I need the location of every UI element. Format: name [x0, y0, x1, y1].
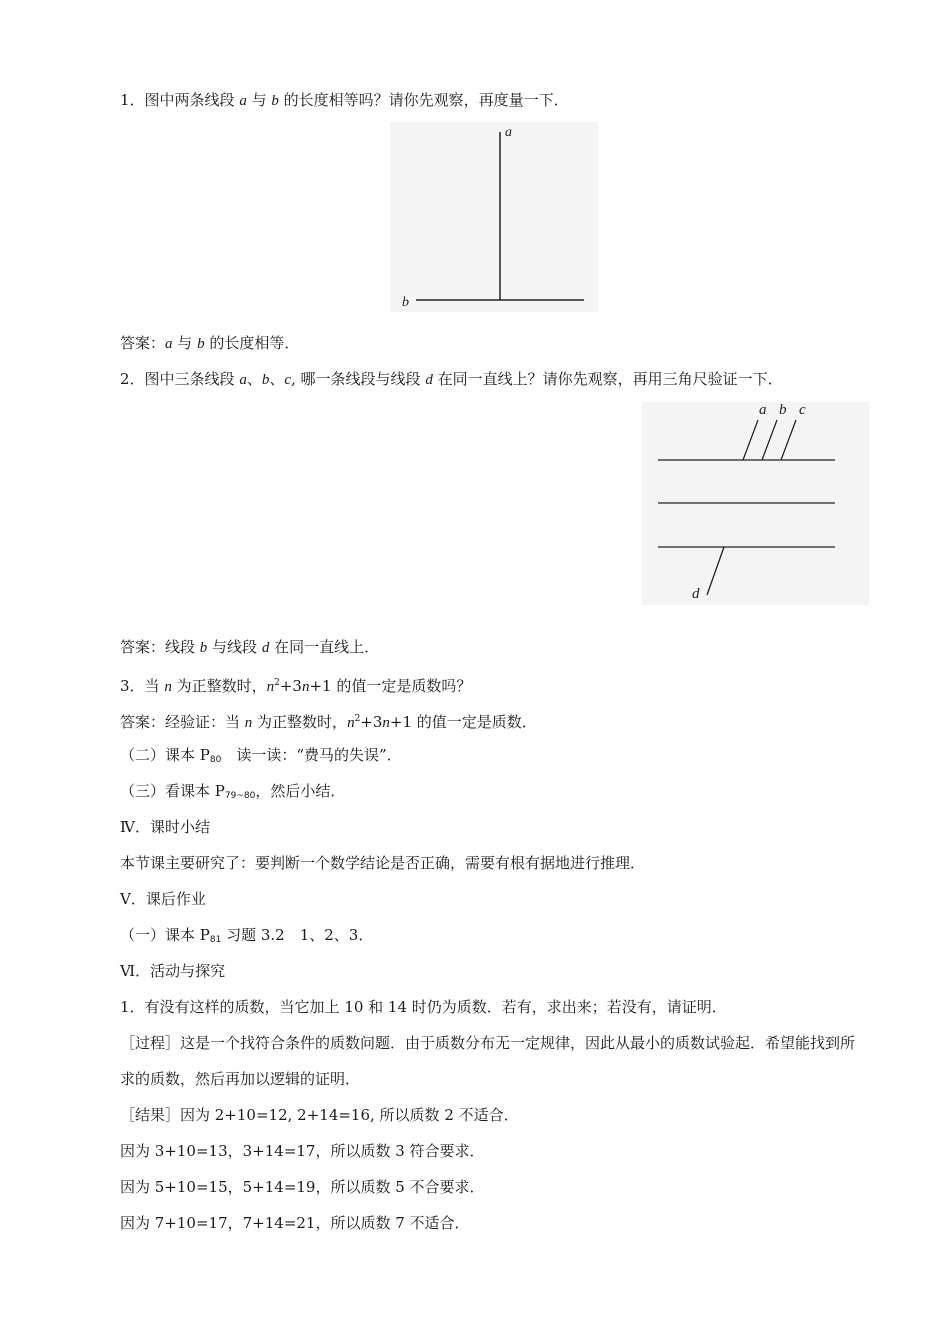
page-range: 79~80 — [224, 791, 256, 801]
separator: 、 — [269, 370, 285, 388]
answer-1 — [120, 333, 299, 354]
variable-n: n — [382, 715, 390, 731]
section-text: ，然后小结． — [255, 782, 346, 800]
variable-n: n — [244, 715, 253, 731]
variable-b: b — [261, 372, 270, 388]
variable-a: a — [239, 93, 247, 109]
segment-b — [762, 420, 777, 460]
expression-part: +3 — [279, 677, 302, 695]
answer-text: 在同一直线上． — [269, 638, 380, 656]
segment-d — [707, 547, 724, 595]
variable-a: a — [239, 372, 247, 388]
question-text: 与 — [246, 91, 272, 109]
question-text: +1 的值一定是质数吗？ — [309, 677, 472, 695]
result-line-3: 因为 3+10=13，3+14=17，所以质数 3 符合要求． — [120, 1142, 485, 1160]
section-text: 读一读：“费马的失误”． — [221, 746, 402, 764]
question-3 — [120, 673, 471, 697]
page-number: 81 — [209, 935, 222, 945]
section-text: （三）看课本 P — [120, 782, 225, 800]
exponent: 2 — [274, 678, 280, 688]
homework-text: 习题 3.2 1、2、3． — [221, 926, 374, 944]
section-3-summary-reading — [120, 781, 345, 806]
question-text: 的长度相等吗？请你先观察，再度量一下． — [278, 91, 569, 109]
variable-b: b — [197, 336, 205, 352]
section-text: （二）课本 P — [120, 746, 210, 764]
answer-text: +1 的值一定是质数． — [389, 713, 537, 731]
variable-d: d — [261, 640, 270, 656]
answer-text: 答案： — [120, 334, 166, 352]
activity-question-1: 1．有没有这样的质数，当它加上 10 和 14 时仍为质数．若有，求出来；若没有，请证明． — [120, 998, 727, 1016]
variable-c: c — [284, 372, 292, 388]
variable-n: n — [266, 679, 275, 695]
label-d: d — [692, 586, 700, 602]
exponent: 2 — [354, 714, 361, 724]
separator: 、 — [246, 370, 262, 388]
label-a: a — [759, 402, 767, 418]
heading-lesson-summary: Ⅳ．课时小结 — [120, 818, 210, 836]
variable-a: a — [165, 336, 173, 352]
figure-1-perpendicular-segments — [390, 122, 598, 312]
answer-3 — [120, 709, 537, 733]
question-text: 3．当 — [120, 677, 165, 695]
result-line-5: 因为 5+10=15，5+14=19，所以质数 5 不合要求． — [120, 1178, 485, 1196]
answer-text: 的长度相等． — [204, 334, 300, 352]
question-2 — [120, 369, 783, 390]
variable-d: d — [425, 372, 433, 388]
answer-text: 答案：经验证：当 — [120, 713, 245, 731]
label-c: c — [799, 402, 806, 418]
answer-text: 与线段 — [207, 638, 262, 656]
homework-item — [120, 925, 373, 950]
heading-activity-exploration: Ⅵ．活动与探究 — [120, 962, 226, 980]
variable-n: n — [164, 679, 172, 695]
segment-a — [743, 420, 758, 460]
question-text: , 哪一条线段与线段 — [291, 370, 426, 388]
variable-n: n — [347, 715, 355, 731]
variable-b: b — [199, 640, 208, 656]
lesson-summary-text: 本节课主要研究了：要判断一个数学结论是否正确，需要有根有据地进行推理． — [120, 854, 646, 872]
process-paragraph: ［过程］这是一个找符合条件的质数问题．由于质数分布无一定规律，因此从最小的质数试验起．希望能找到所求的质数，然后再加以逻辑的证明． — [120, 1034, 856, 1088]
page-number: 80 — [209, 755, 222, 765]
homework-text: （一）课本 P — [120, 926, 210, 944]
expression-part: +3 — [360, 713, 383, 731]
result-line-2: ［结果］因为 2+10=12, 2+14=16, 所以质数 2 不适合． — [120, 1106, 519, 1124]
label-b: b — [779, 402, 787, 418]
question-text: 为正整数时， — [171, 677, 267, 695]
heading-homework: Ⅴ．课后作业 — [120, 890, 206, 908]
variable-n: n — [301, 679, 310, 695]
section-2-reading — [120, 745, 402, 770]
question-1 — [120, 90, 569, 111]
answer-text: 与 — [172, 334, 198, 352]
variable-b: b — [271, 93, 279, 109]
question-text: 2．图中三条线段 — [120, 370, 240, 388]
answer-text: 答案：线段 — [120, 638, 200, 656]
result-line-7: 因为 7+10=17，7+14=21，所以质数 7 不适合． — [120, 1214, 470, 1232]
answer-text: 为正整数时， — [252, 713, 348, 731]
segment-c — [781, 420, 796, 460]
question-text: 在同一直线上？请你先观察，再用三角尺验证一下． — [432, 370, 783, 388]
question-text: 1．图中两条线段 — [120, 91, 240, 109]
label-a: a — [505, 125, 512, 140]
figure-2-collinear-segments — [642, 402, 869, 605]
answer-2 — [120, 637, 379, 658]
label-b: b — [402, 295, 409, 310]
